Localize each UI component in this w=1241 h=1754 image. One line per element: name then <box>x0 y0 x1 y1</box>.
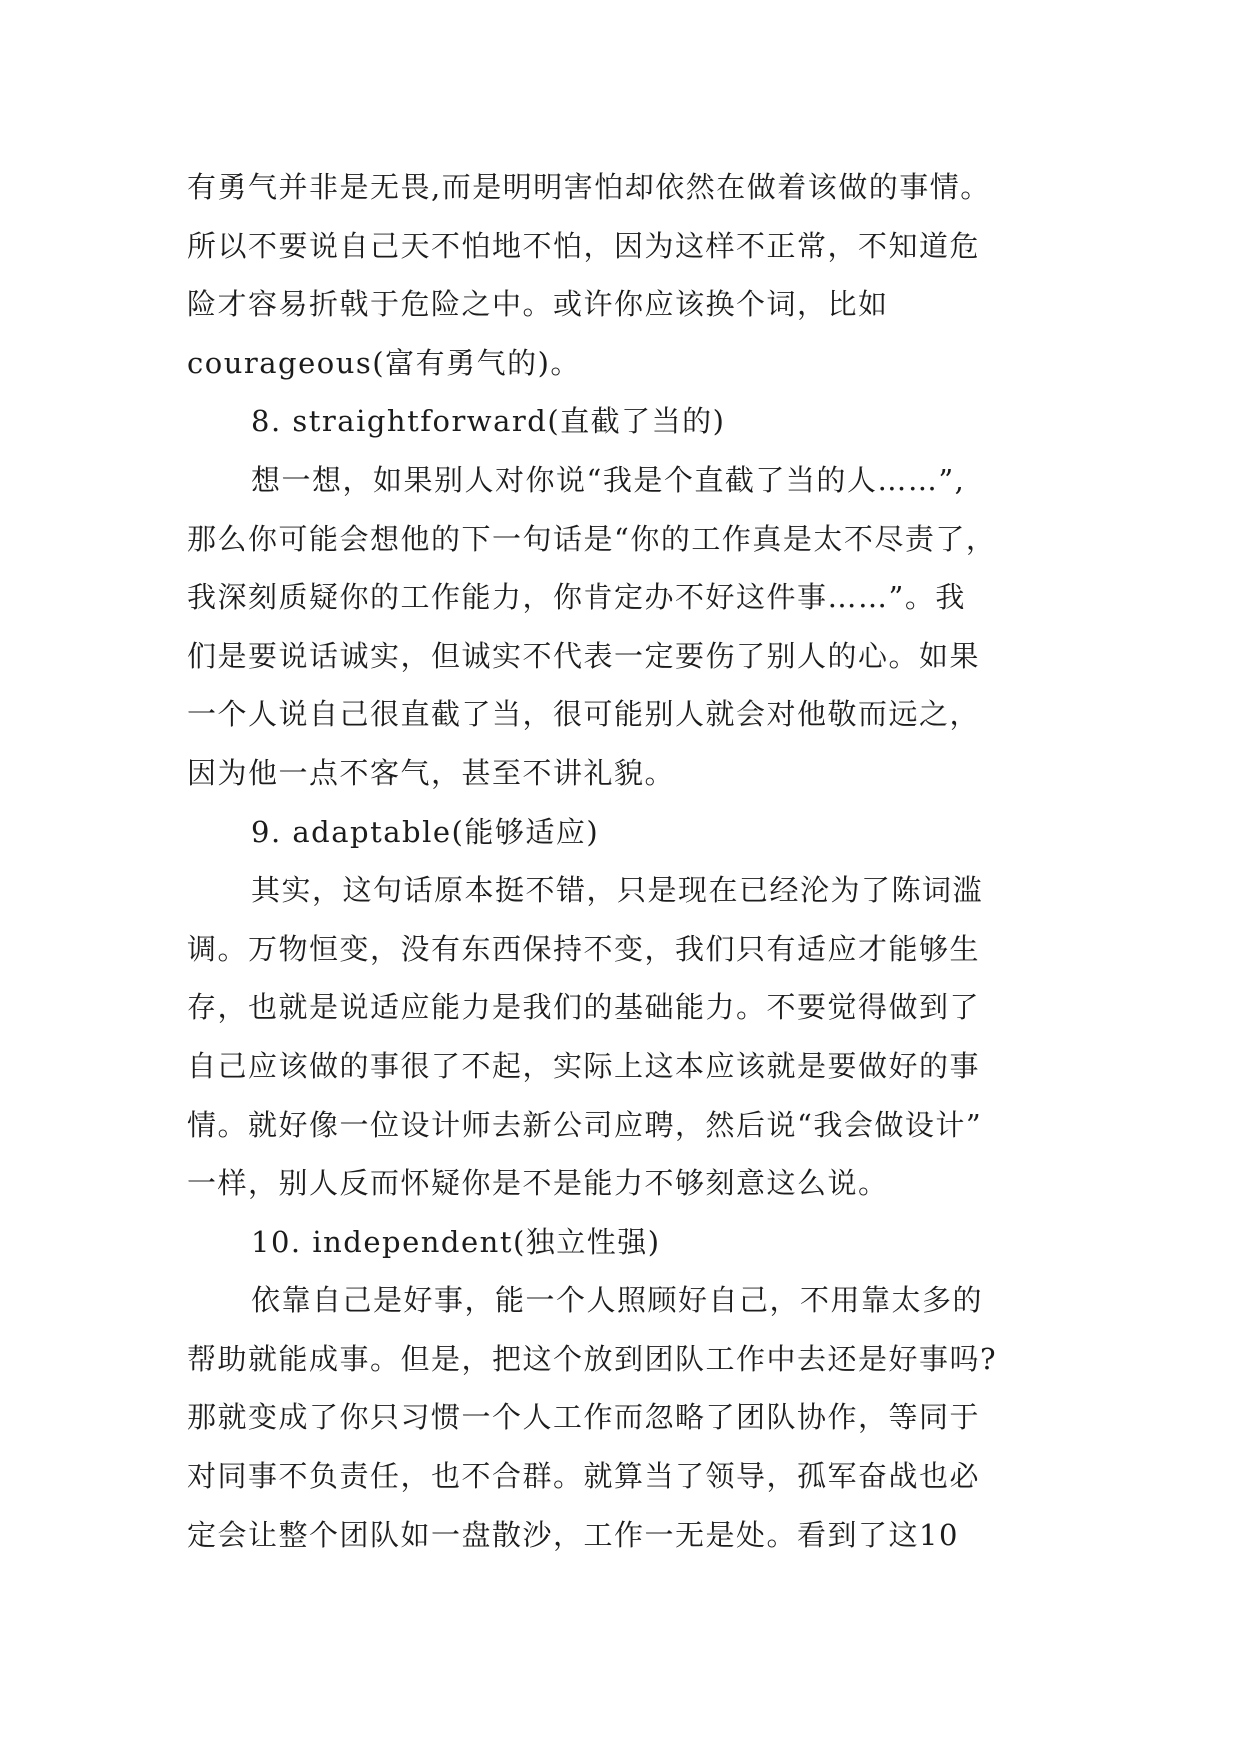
text-line: 调。万物恒变，没有东西保持不变，我们只有适应才能够生 <box>187 931 981 966</box>
text-line: 有勇气并非是无畏,而是明明害怕却依然在做着该做的事情。 <box>187 170 991 204</box>
section-heading: 8. straightforward(直截了当的) <box>251 404 726 439</box>
text-line: 依靠自己是好事，能一个人照顾好自己，不用靠太多的 <box>251 1283 984 1318</box>
text-line: 对同事不负责任，也不合群。就算当了领导，孤军奋战也必 <box>187 1459 981 1494</box>
text-line: 所以不要说自己天不怕地不怕，因为这样不正常，不知道危 <box>187 228 981 263</box>
section-heading: 10. independent(独立性强) <box>251 1224 661 1259</box>
text-line: 那就变成了你只习惯一个人工作而忽略了团队协作，等同于 <box>187 1400 981 1435</box>
text-line: 险才容易折戟于危险之中。或许你应该换个词，比如 <box>187 287 889 322</box>
document-body <box>187 158 1087 1564</box>
text-line: 帮助就能成事。但是，把这个放到团队工作中去还是好事吗? <box>187 1341 998 1376</box>
text-line: 存，也就是说适应能力是我们的基础能力。不要觉得做到了 <box>187 990 981 1025</box>
text-line: 我深刻质疑你的工作能力，你肯定办不好这件事……”。我 <box>187 580 966 615</box>
text-line: 们是要说话诚实，但诚实不代表一定要伤了别人的心。如果 <box>187 638 981 673</box>
text-line: 其实，这句话原本挺不错，只是现在已经沦为了陈词滥 <box>251 873 984 908</box>
text-line: 因为他一点不客气，甚至不讲礼貌。 <box>187 755 676 790</box>
text-line: 一样，别人反而怀疑你是不是能力不够刻意这么说。 <box>187 1166 889 1201</box>
text-line: 一个人说自己很直截了当，很可能别人就会对他敬而远之， <box>187 697 981 732</box>
text-line: 自己应该做的事很了不起，实际上这本应该就是要做好的事 <box>187 1048 981 1083</box>
text-line: 那么你可能会想他的下一句话是“你的工作真是太不尽责了， <box>187 521 997 556</box>
section-heading: 9. adaptable(能够适应) <box>251 814 600 849</box>
text-line: 想一想，如果别人对你说“我是个直截了当的人……”, <box>251 462 966 497</box>
text-line: courageous(富有勇气的)。 <box>187 345 581 380</box>
text-line: 情。就好像一位设计师去新公司应聘，然后说“我会做设计” <box>187 1107 983 1142</box>
text-line: 定会让整个团队如一盘散沙，工作一无是处。看到了这10 <box>187 1517 959 1552</box>
